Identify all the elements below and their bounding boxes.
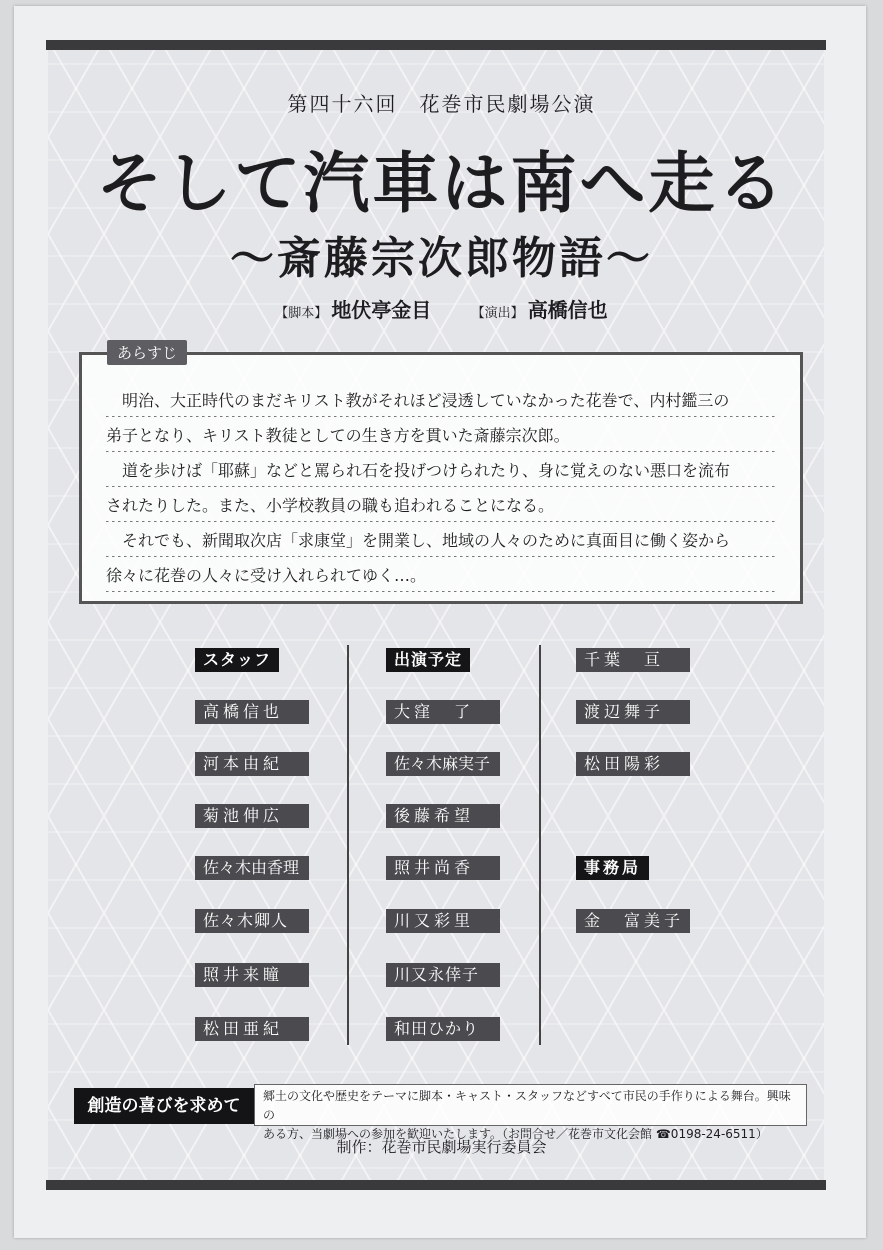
- staff-name: 高橋信也: [195, 700, 309, 724]
- edition-line: 第四十六回 花巻市民劇場公演: [287, 92, 596, 116]
- synopsis-line: 道を歩けば「耶蘇」などと罵られ石を投げつけられたり、身に覚えのない悪口を流布: [106, 453, 776, 488]
- cast-name: 松田陽彩: [576, 752, 690, 776]
- production-credit: 制作：花巻市民劇場実行委員会: [336, 1138, 547, 1156]
- column-divider: [539, 645, 541, 1045]
- synopsis-line: 明治、大正時代のまだキリスト教がそれほど浸透していなかった花巻で、内村鑑三の: [106, 383, 776, 418]
- bottom-rule: [46, 1180, 826, 1190]
- cast-name: 渡辺舞子: [576, 700, 690, 724]
- director-name: 高橋信也: [527, 298, 608, 322]
- footer-info-line: 郷土の文化や歴史をテーマに脚本・キャスト・スタッフなどすべて市民の手作りによる舞台。興味の: [263, 1089, 791, 1122]
- cast-name: 後藤希望: [386, 804, 500, 828]
- credits-line: [0, 294, 883, 323]
- staff-name: 佐々木由香理: [195, 856, 309, 880]
- synopsis-body: [106, 383, 776, 593]
- column-divider: [347, 645, 349, 1045]
- staff-name: 松田亜紀: [195, 1017, 309, 1041]
- staff-name: 照井来瞳: [195, 963, 309, 987]
- synopsis-label: あらすじ: [107, 340, 187, 365]
- script-author: 地伏亭金目: [331, 298, 432, 322]
- synopsis-line: 徐々に花巻の人々に受け入れられてゆく…。: [106, 558, 776, 593]
- footer-slogan: 創造の喜びを求めて: [74, 1088, 254, 1124]
- staff-heading: スタッフ: [195, 648, 279, 672]
- synopsis-box: [79, 352, 803, 604]
- cast-name: 川又永倖子: [386, 963, 500, 987]
- synopsis-line: されたりした。また、小学校教員の職も追われることになる。: [106, 488, 776, 523]
- play-subtitle: 〜斎藤宗次郎物語〜: [230, 233, 653, 284]
- staff-name: 佐々木卿人: [195, 909, 309, 933]
- cast-name: 川又彩里: [386, 909, 500, 933]
- cast-heading: 出演予定: [386, 648, 470, 672]
- staff-name: 菊池伸広: [195, 804, 309, 828]
- footer-info: [254, 1084, 807, 1141]
- cast-name: 照井尚香: [386, 856, 500, 880]
- office-heading: 事務局: [576, 856, 649, 880]
- office-name: 金 富美子: [576, 909, 690, 933]
- cast-name: 大窪 了: [386, 700, 500, 724]
- director-tag: 【演出】: [471, 306, 524, 321]
- top-rule: [46, 40, 826, 50]
- script-tag: 【脚本】: [275, 306, 328, 321]
- cast-name: 和田ひかり: [386, 1017, 500, 1041]
- play-title: そして汽車は南へ走る: [96, 144, 787, 222]
- footer-info-line: ある方、当劇場への参加を歓迎いたします。（お問合せ／花巻市文化会館 ☎0198-24-6511）: [263, 1127, 768, 1141]
- cast-name: 千葉 亘: [576, 648, 690, 672]
- synopsis-line: 弟子となり、キリスト教徒としての生き方を貫いた斎藤宗次郎。: [106, 418, 776, 453]
- cast-name: 佐々木麻実子: [386, 752, 500, 776]
- staff-name: 河本由紀: [195, 752, 309, 776]
- synopsis-line: それでも、新聞取次店「求康堂」を開業し、地域の人々のために真面目に働く姿から: [106, 523, 776, 558]
